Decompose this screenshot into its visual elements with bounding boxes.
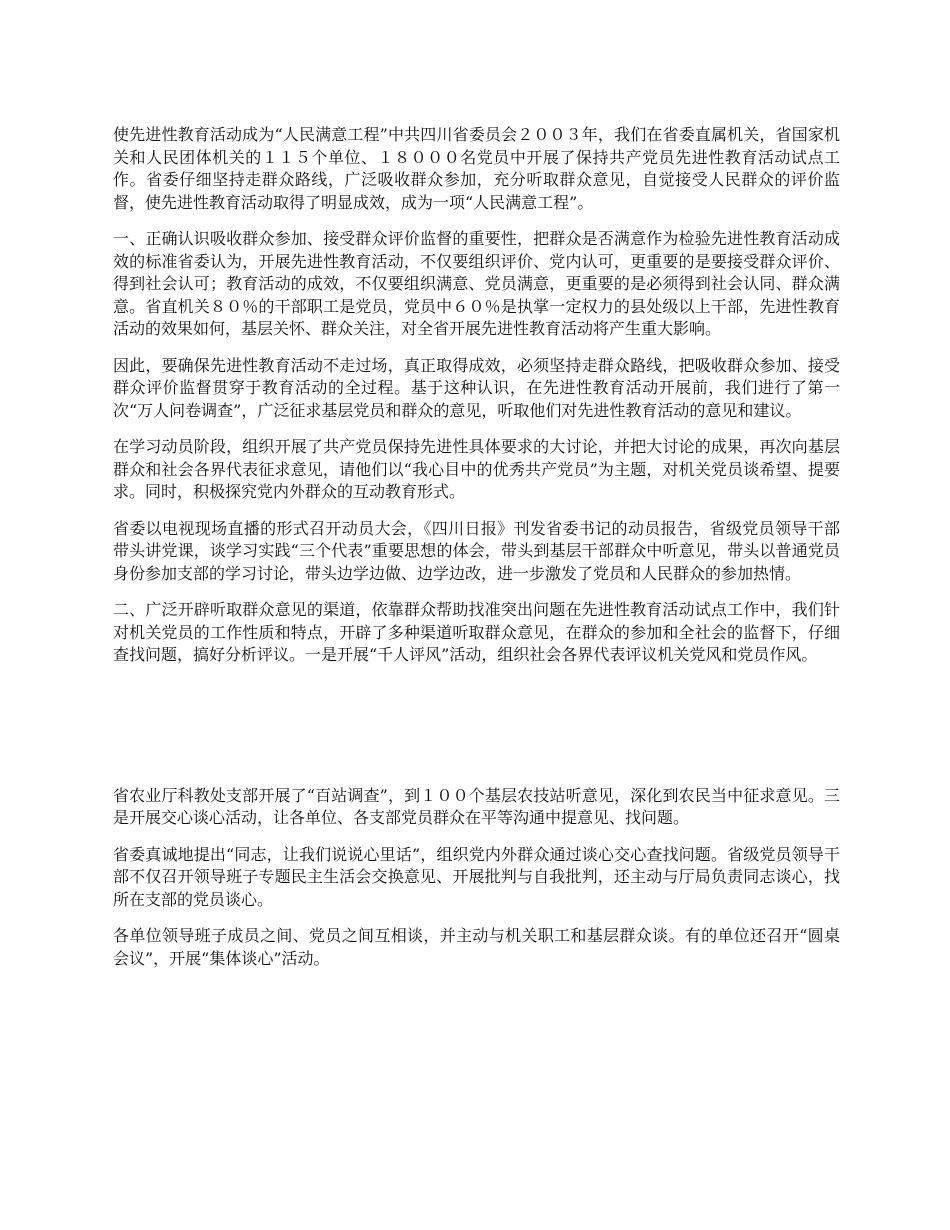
document-page	[113, 124, 840, 984]
paragraph-section-one: 一、正确认识吸收群众参加、接受群众评价监督的重要性，把群众是否满意作为检验先进性教育活动成效的标准省委认为，开展先进性教育活动，不仅要组织评价、党内认可，更重要的是要接受群众评价、得到社会认可；教育活动的成效，不仅要组织满意、党员满意，更重要的是必须得到社会认同、群众满意。省直机关８０％的干部职工是党员，党员中６０％是执掌一定权力的县处级以上干部，先进性教育活动的效果如何，基层关怀、群众关注，对全省开展先进性教育活动将产生重大影响。	[113, 229, 840, 338]
paragraph-study-mobilization: 在学习动员阶段，组织开展了共产党员保持先进性具体要求的大讨论，并把大讨论的成果，再次向基层群众和社会各界代表征求意见，请他们以“我心目中的优秀共产党员”为主题，对机关党员谈希望、提要求。同时，积极探究党内外群众的互动教育形式。	[113, 437, 840, 501]
paragraph-heart-talk: 省委真诚地提出“同志，让我们说说心里话”，组织党内外群众通过谈心交心查找问题。省级党员领导干部不仅召开领导班子专题民主生活会交换意见、开展批判与自我批判，还主动与厅局负责同志谈心，找所在支部的党员谈心。	[113, 844, 840, 909]
paragraph-mobilization-meeting: 省委以电视现场直播的形式召开动员大会，《四川日报》刊发省委书记的动员报告，省级党员领导干部带头讲党课，谈学习实践“三个代表”重要思想的体会，带头到基层干部群众中听意见，带头以普通党员身份参加支部的学习讨论，带头边学边做、边学边改，进一步激发了党员和人民群众的参加热情。	[113, 518, 840, 583]
page-gap	[113, 681, 840, 785]
paragraph-station-survey: 省农业厅科教处支部开展了“百站调查”，到１００个基层农技站听意见，深化到农民当中征求意见。三是开展交心谈心活动，让各单位、各支部党员群众在平等沟通中提意见、找问题。	[113, 785, 840, 827]
paragraph-section-two: 二、广泛开辟听取群众意见的渠道，依靠群众帮助找准突出问题在先进性教育活动试点工作中，我们针对机关党员的工作性质和特点，开辟了多种渠道听取群众意见，在群众的参加和全社会的监督下，仔细查找问题，搞好分析评议。一是开展“千人评风”活动，组织社会各界代表评议机关党风和党员作风。	[113, 600, 840, 664]
paragraph-intro: 使先进性教育活动成为“人民满意工程”中共四川省委员会２００３年，我们在省委直属机关，省国家机关和人民团体机关的１１５个单位、１８０００名党员中开展了保持共产党员先进性教育活动试点工作。省委仔细坚持走群众路线，广泛吸收群众参加，充分听取群众意见，自觉接受人民群众的评价监督，使先进性教育活动取得了明显成效，成为一项“人民满意工程”。	[113, 125, 840, 212]
paragraph-mass-line: 因此，要确保先进性教育活动不走过场，真正取得成效，必须坚持走群众路线，把吸收群众参加、接受群众评价监督贯穿于教育活动的全过程。基于这种认识，在先进性教育活动开展前，我们进行了第一次“万人问卷调查”，广泛征求基层党员和群众的意见，听取他们对先进性教育活动的意见和建议。	[113, 355, 840, 420]
paragraph-roundtable: 各单位领导班子成员之间、党员之间互相谈，并主动与机关职工和基层群众谈。有的单位还召开“圆桌会议”，开展“集体谈心”活动。	[113, 926, 840, 968]
